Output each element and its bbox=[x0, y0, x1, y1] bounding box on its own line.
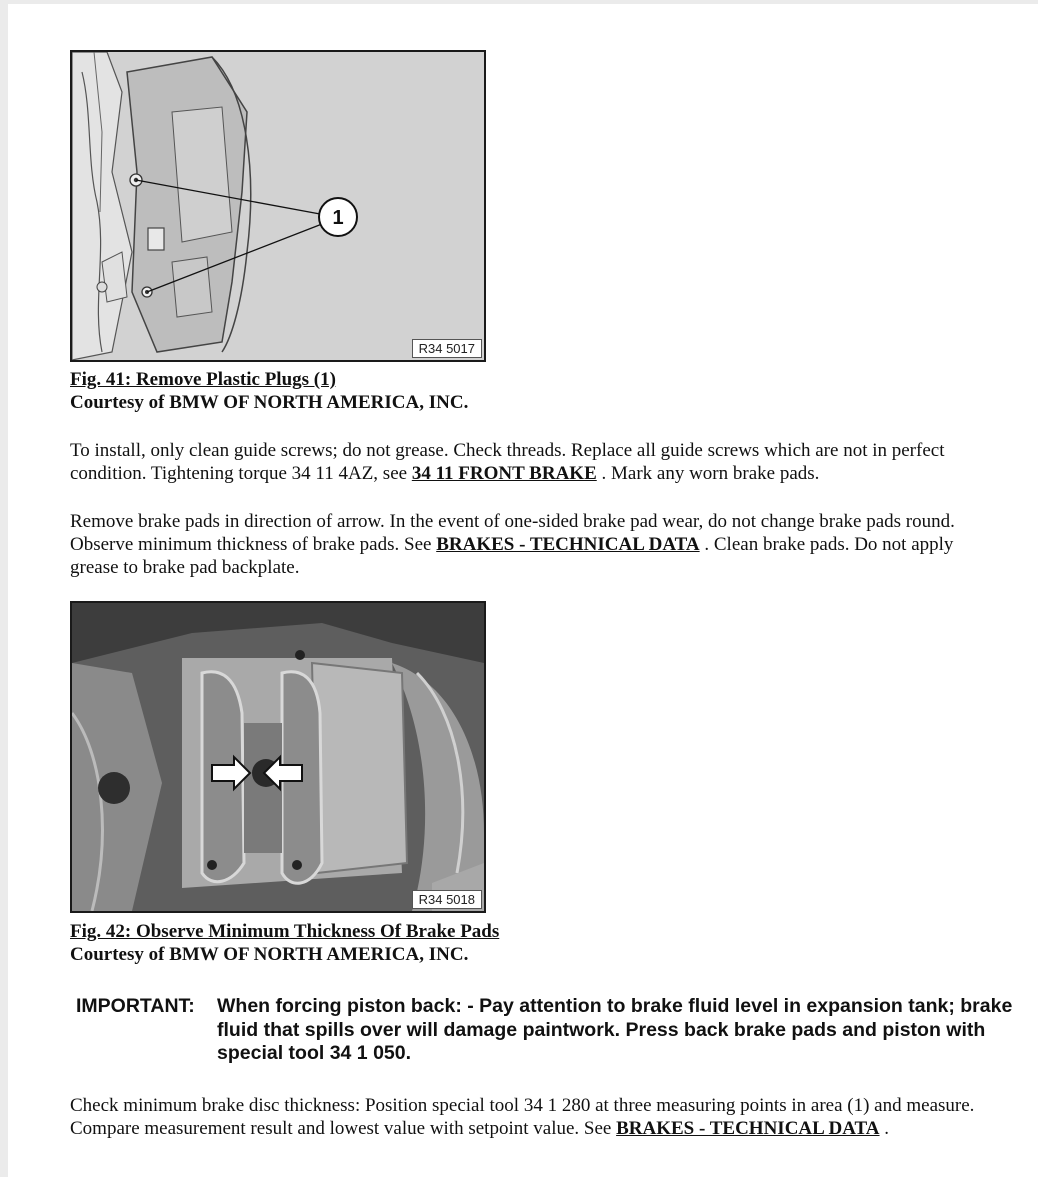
important-note bbox=[76, 995, 1026, 1066]
figure-42-image bbox=[70, 601, 486, 913]
link-34-11-front-brake[interactable]: 34 11 FRONT BRAKE bbox=[411, 463, 597, 484]
link-brakes-technical-data[interactable]: BRAKES - TECHNICAL DATA bbox=[436, 534, 700, 555]
figure-42-caption bbox=[70, 920, 499, 966]
figure-41-title: Fig. 41: Remove Plastic Plugs (1) bbox=[70, 369, 336, 390]
figure-42-title: Fig. 42: Observe Minimum Thickness Of Brake Pads bbox=[70, 921, 500, 942]
callout-1: 1 bbox=[332, 207, 344, 229]
paragraph-install: To install, only clean guide screws; do not grease. Check threads. Replace all guide screws which are not in perfect condition. Tightening torque 34 11 4AZ, see 34 11 FRONT BRAKE . Mark any worn brake pads. bbox=[70, 440, 945, 484]
link-brakes-technical-data-2[interactable]: BRAKES - TECHNICAL DATA bbox=[616, 1118, 880, 1139]
important-text: When forcing piston back: - Pay attention to brake fluid level in expansion tank; brake fluid that spills over will damage paintwork. Press back brake pads and piston with special tool 34 1 050. bbox=[217, 995, 1013, 1064]
document-page bbox=[8, 4, 1038, 1177]
important-label: IMPORTANT: bbox=[76, 995, 195, 1017]
figure-41-image bbox=[70, 50, 486, 362]
figure-41-courtesy: Courtesy of BMW OF NORTH AMERICA, INC. bbox=[70, 392, 469, 413]
figure-41-caption bbox=[70, 368, 468, 414]
caliper-illustration bbox=[72, 52, 484, 360]
brake-pads-photo bbox=[72, 603, 484, 911]
figure-42-courtesy: Courtesy of BMW OF NORTH AMERICA, INC. bbox=[70, 944, 469, 965]
figure-id-label: R34 5018 bbox=[412, 890, 482, 909]
figure-id-label: R34 5017 bbox=[412, 339, 482, 358]
paragraph-disc-thickness: Check minimum brake disc thickness: Position special tool 34 1 280 at three measuring points in area (1) and measure. Compare measurement result and lowest value with setpoint value. See BRAKES - TECHNICAL DATA . bbox=[70, 1095, 975, 1139]
paragraph-remove-pads: Remove brake pads in direction of arrow. In the event of one-sided brake pad wear, do not change brake pads round. Observe minimum thickness of brake pads. See BRAKES - TECHNICAL DATA . Clean brake pads. Do not apply grease to brake pad backplate. bbox=[70, 511, 955, 578]
